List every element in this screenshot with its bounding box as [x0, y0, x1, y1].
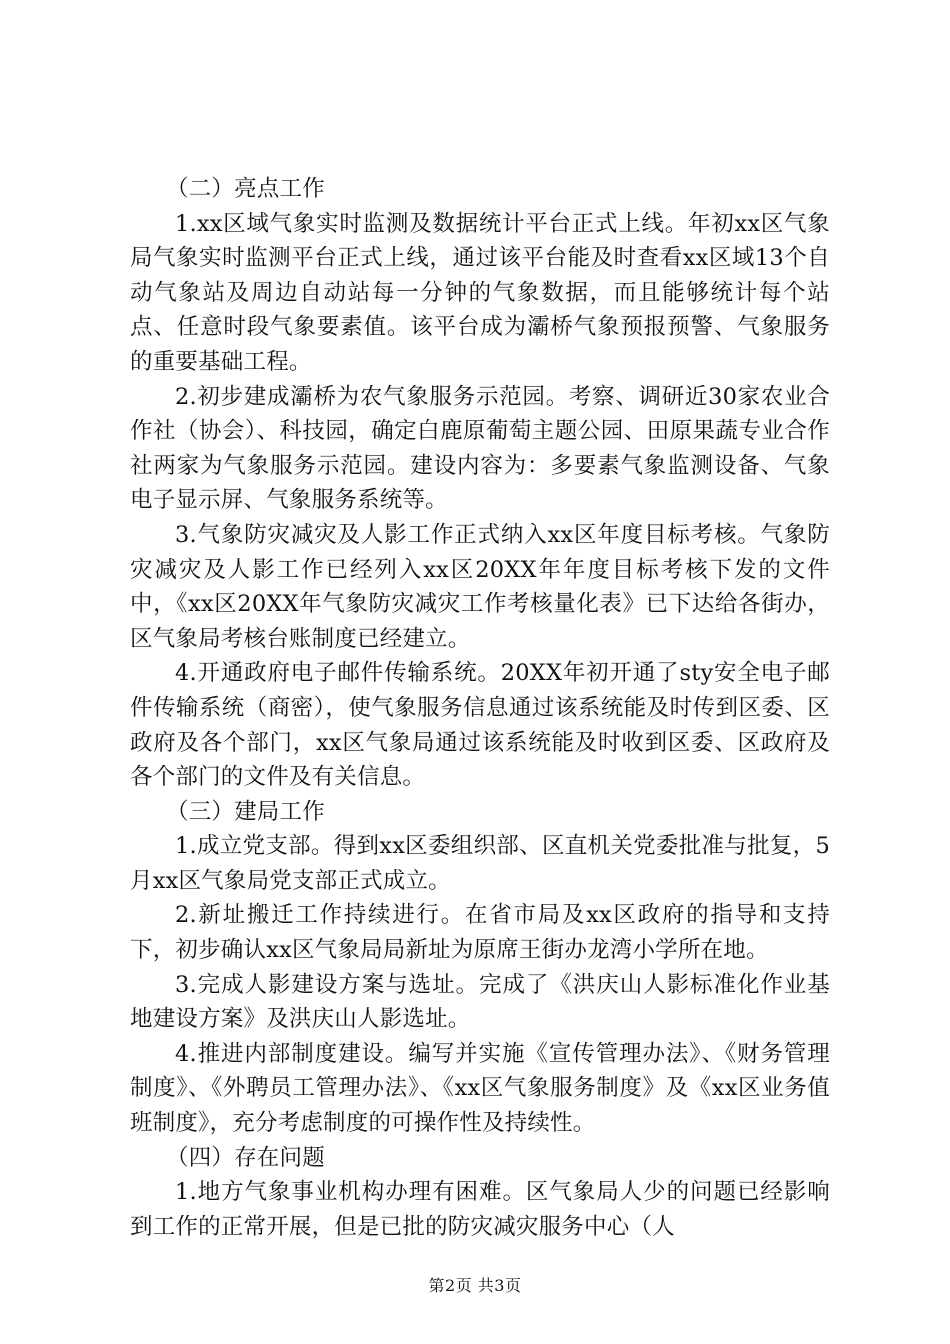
paragraph-highlight-2: 2.初步建成灞桥为农气象服务示范园。考察、调研近30家农业合作社（协会）、科技园，确定白鹿原葡萄主题公园、田原果蔬专业合作社两家为气象服务示范园。建设内容为：多要素气象监测设备、气象电子显示屏、气象服务系统等。 — [130, 383, 830, 514]
section-heading-bureau-building: （三）建局工作 — [166, 798, 325, 825]
paragraph-building-4: 4.推进内部制度建设。编写并实施《宣传管理办法》、《财务管理制度》、《外聘员工管理办法》、《xx区气象服务制度》及《xx区业务值班制度》，充分考虑制度的可操作性及持续性。 — [130, 1040, 830, 1137]
document-body — [130, 172, 830, 1244]
paragraph-building-1: 1.成立党支部。得到xx区委组织部、区直机关党委批准与批复，5月xx区气象局党支部正式成立。 — [130, 833, 830, 894]
paragraph-highlight-4: 4.开通政府电子邮件传输系统。20XX年初开通了sty安全电子邮件传输系统（商密），使气象服务信息通过该系统能及时传到区委、区政府及各个部门，xx区气象局通过该系统能及时收到区委、区政府及各个部门的文件及有关信息。 — [130, 660, 830, 791]
paragraph-building-2: 2.新址搬迁工作持续进行。在省市局及xx区政府的指导和支持下，初步确认xx区气象局局新址为原席王街办龙湾小学所在地。 — [130, 902, 830, 964]
paragraph-highlight-1: 1.xx区域气象实时监测及数据统计平台正式上线。年初xx区气象局气象实时监测平台正式上线，通过该平台能及时查看xx区域13个自动气象站及周边自动站每一分钟的气象数据，而且能够统计每个站点、任意时段气象要素值。该平台成为灞桥气象预报预警、气象服务的重要基础工程。 — [130, 210, 830, 375]
paragraph-highlight-3: 3.气象防灾减灾及人影工作正式纳入xx区年度目标考核。气象防灾减灾及人影工作已经列入xx区20XX年年度目标考核下发的文件中，《xx区20XX年气象防灾减灾工作考核量化表》已下达给各街办，区气象局考核台账制度已经建立。 — [130, 521, 830, 652]
paragraph-building-3: 3.完成人影建设方案与选址。完成了《洪庆山人影标准化作业基地建设方案》及洪庆山人影选址。 — [130, 971, 830, 1033]
paragraph-problem-1: 1.地方气象事业机构办理有困难。区气象局人少的问题已经影响到工作的正常开展，但是已批的防灾减灾服务中心（人 — [130, 1179, 830, 1240]
page-number-footer: 第2页 共3页 — [428, 1276, 522, 1295]
section-heading-problems: （四）存在问题 — [166, 1144, 325, 1171]
section-heading-highlights: （二）亮点工作 — [166, 176, 325, 202]
